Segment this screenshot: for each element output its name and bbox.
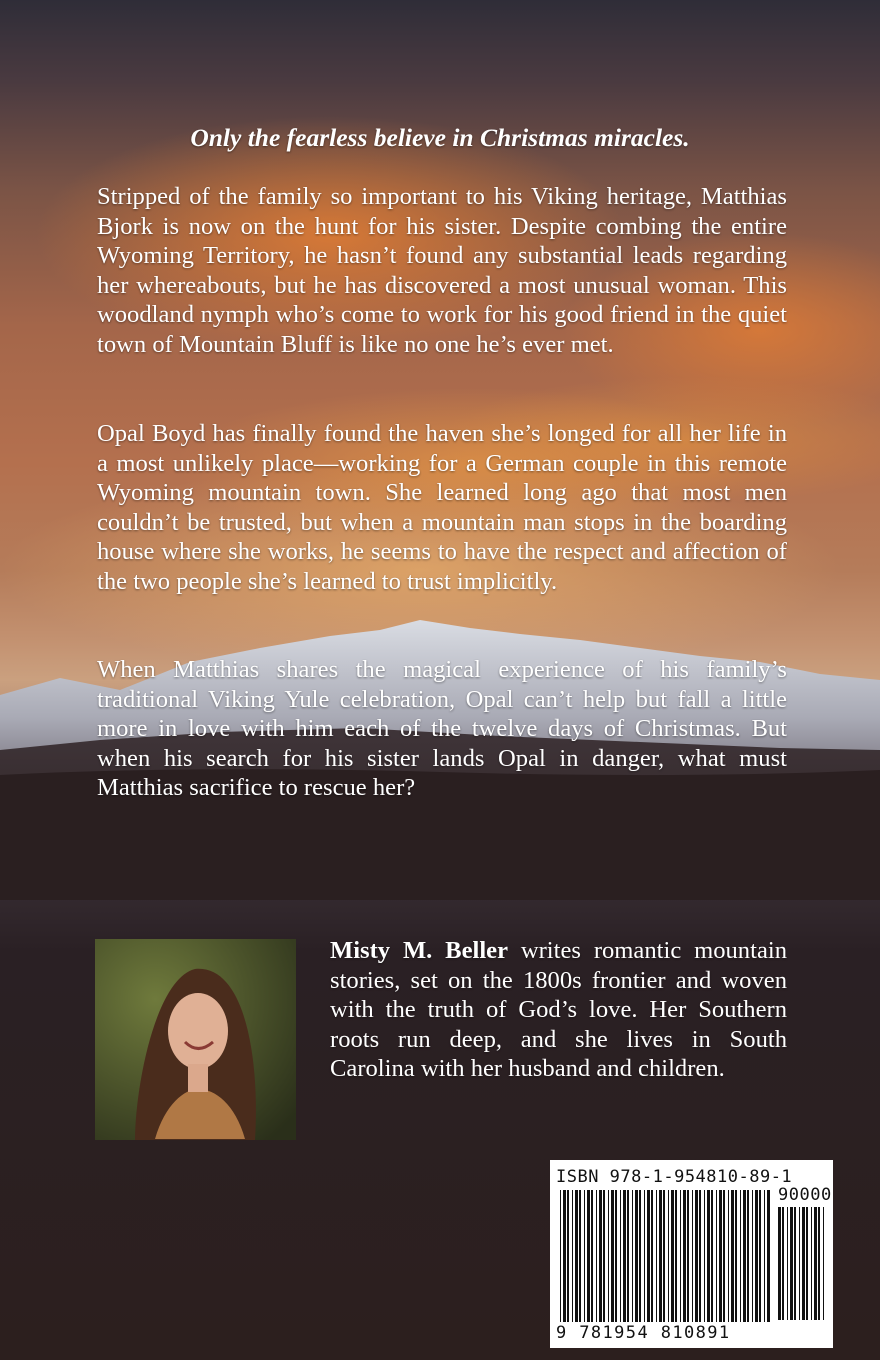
isbn-barcode	[550, 1160, 833, 1348]
author-photo	[95, 939, 296, 1140]
barcode-bar	[651, 1190, 653, 1322]
barcode-bar	[675, 1190, 677, 1322]
blurb-text: Opal Boyd has finally found the haven she’s longed for all her life in a most unlikely place—working for a German couple in this remote Wyoming mountain town. She learned long ago that most men couldn’t be trusted, but when a mountain man stops in the boarding house where she works, he seems to have the respect and affection of the two people she’s learned to trust implicitly.	[97, 420, 787, 595]
author-bio	[330, 936, 787, 1084]
barcode-bar	[778, 1207, 781, 1320]
barcode-bar	[716, 1190, 717, 1322]
blurb-paragraph-2	[97, 419, 787, 596]
barcode-bar	[735, 1190, 737, 1322]
addon-barcode-bars	[778, 1207, 828, 1320]
tagline: Only the fearless believe in Christmas miracles.	[190, 123, 690, 152]
author-bio-text: writes romantic mountain stories, set on the 1800s frontier and woven with the truth of God’s love. Her Southern roots run deep, and she lives in South Carolina with her husband and children.	[330, 937, 787, 1082]
barcode-bar	[818, 1207, 820, 1320]
barcode-bar	[627, 1190, 629, 1322]
barcode-bar	[755, 1190, 758, 1322]
author-portrait	[95, 939, 296, 1140]
barcode-bar	[806, 1207, 808, 1320]
barcode-bar	[611, 1190, 614, 1322]
barcode-bar	[767, 1190, 770, 1322]
isbn-label: ISBN 978-1-954810-89-1	[556, 1167, 793, 1187]
barcode-bar	[671, 1190, 674, 1322]
barcode-bar	[587, 1190, 590, 1322]
barcode-bar	[752, 1190, 753, 1322]
barcode-bar	[823, 1207, 824, 1320]
barcode-bar	[814, 1207, 817, 1320]
barcode-bar	[567, 1190, 569, 1322]
barcode-bar	[639, 1190, 641, 1322]
author-name: Misty M. Beller	[330, 937, 508, 964]
barcode-bar	[623, 1190, 626, 1322]
barcode-bar	[663, 1190, 665, 1322]
barcode-bar	[695, 1190, 698, 1322]
barcode-bar	[802, 1207, 805, 1320]
barcode-bar	[647, 1190, 650, 1322]
barcode-bar	[782, 1207, 784, 1320]
barcode-bar	[659, 1190, 662, 1322]
barcode-bar	[799, 1207, 800, 1320]
barcode-bar	[656, 1190, 657, 1322]
blurb-paragraph-1	[97, 182, 787, 359]
barcode-bar	[719, 1190, 722, 1322]
barcode-bar	[668, 1190, 669, 1322]
price-addon-label: 90000	[778, 1185, 832, 1205]
barcode-bar	[811, 1207, 812, 1320]
blurb-paragraph-3	[97, 655, 787, 803]
barcode-bar	[591, 1190, 593, 1322]
barcode-bar	[787, 1207, 788, 1320]
barcode-bar	[790, 1207, 793, 1320]
ean-digits: 9 781954 810891	[556, 1323, 731, 1343]
barcode-bar	[759, 1190, 761, 1322]
barcode-bar	[584, 1190, 585, 1322]
blurb-text: When Matthias shares the magical experience of his family’s traditional Viking Yule celebration, Opal can’t help but fall a little more in love with him each of the twelve days of Christmas. But when his search for his sister lands Opal in danger, what must Matthias sacrifice to rescue her?	[97, 656, 787, 801]
barcode-bar	[680, 1190, 681, 1322]
barcode-bar	[608, 1190, 609, 1322]
barcode-bar	[699, 1190, 701, 1322]
barcode-bar	[572, 1190, 573, 1322]
barcode-bar	[692, 1190, 693, 1322]
barcode-bar	[740, 1190, 741, 1322]
barcode-bar	[747, 1190, 749, 1322]
barcode-bar	[615, 1190, 617, 1322]
barcode-bar	[596, 1190, 597, 1322]
barcode-bar	[728, 1190, 729, 1322]
barcode-bar	[563, 1190, 566, 1322]
blurb-text: Stripped of the family so important to his Viking heritage, Matthias Bjork is now on the hunt for his sister. Despite combing the entire Wyoming Territory, he hasn’t found any substantial leads regarding her whereabouts, but he has discovered a most unusual woman. This woodland nymph who’s come to work for his good friend in the quiet town of Mountain Bluff is like no one he’s ever met.	[97, 183, 787, 358]
barcode-bar	[599, 1190, 602, 1322]
barcode-bar	[707, 1190, 710, 1322]
ean-barcode-bars	[560, 1190, 772, 1322]
barcode-bar	[560, 1190, 561, 1322]
barcode-bar	[632, 1190, 633, 1322]
barcode-bar	[794, 1207, 796, 1320]
barcode-bar	[603, 1190, 605, 1322]
barcode-bar	[704, 1190, 705, 1322]
barcode-bar	[635, 1190, 638, 1322]
barcode-bar	[683, 1190, 686, 1322]
barcode-bar	[575, 1190, 578, 1322]
barcode-bar	[743, 1190, 746, 1322]
barcode-bar	[764, 1190, 765, 1322]
barcode-bar	[711, 1190, 713, 1322]
barcode-bar	[687, 1190, 689, 1322]
barcode-bar	[620, 1190, 621, 1322]
barcode-bar	[579, 1190, 581, 1322]
barcode-bar	[731, 1190, 734, 1322]
barcode-bar	[644, 1190, 645, 1322]
barcode-bar	[723, 1190, 725, 1322]
